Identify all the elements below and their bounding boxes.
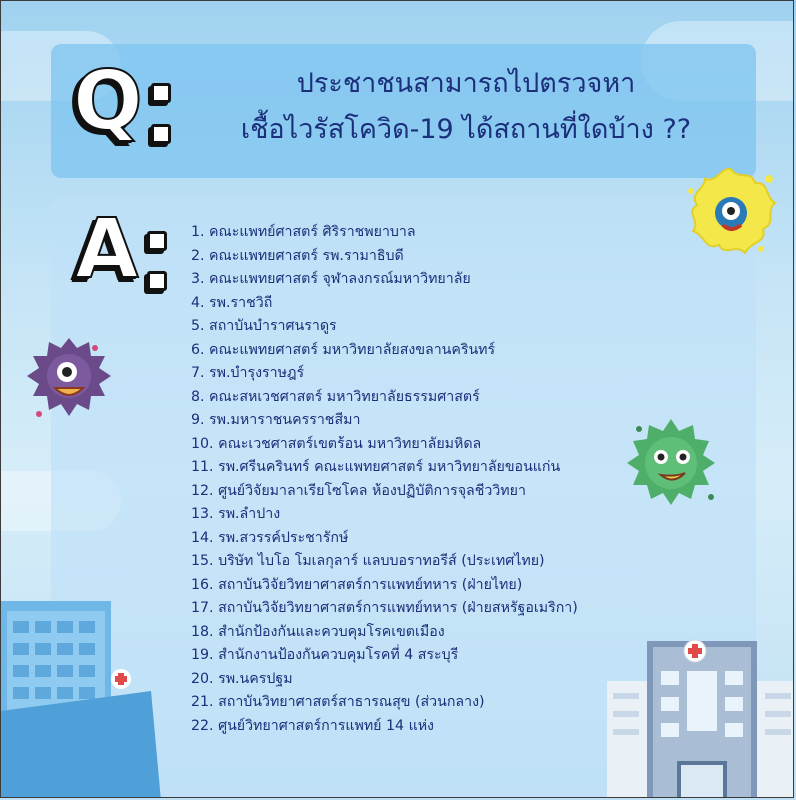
list-item: 2. คณะแพทยศาสตร์ รพ.รามาธิบดี: [191, 247, 404, 264]
list-item: 5. สถาบันบำราศนราดูร: [191, 318, 337, 334]
purple-virus-icon: [19, 326, 119, 426]
list-item: 20. รพ.นครปฐม: [191, 670, 293, 687]
question-line-1: ประชาชนสามารถไปตรวจหา: [296, 68, 636, 99]
list-item: 14. รพ.สวรรค์ประชารักษ์: [191, 529, 349, 546]
colon-dot: [147, 271, 167, 291]
colon-dot: [147, 231, 167, 251]
question-text: [191, 61, 741, 153]
list-item: 21. สถาบันวิทยาศาสตร์สาธารณสุข (ส่วนกลาง): [191, 694, 485, 710]
question-letter: Q: [73, 54, 143, 149]
list-item: 7. รพ.บำรุงราษฎร์: [191, 365, 305, 381]
list-item: 22. ศูนย์วิทยาศาสตร์การแพทย์ 14 แห่ง: [191, 717, 434, 734]
hospital-building-icon: [607, 631, 794, 798]
list-item: 10. คณะเวชศาสตร์เขตร้อน มหาวิทยาลัยมหิดล: [191, 435, 482, 452]
green-virus-icon: [621, 411, 721, 511]
colon-dot: [151, 124, 171, 144]
list-item: 18. สำนักป้องกันและควบคุมโรคเขตเมือง: [191, 623, 445, 640]
list-item: 9. รพ.มหาราชนครราชสีมา: [191, 412, 361, 428]
hospital-building-icon: [1, 581, 161, 798]
list-item: 3. คณะแพทยศาสตร์ จุฬาลงกรณ์มหาวิทยาลัย: [191, 271, 471, 287]
list-item: 19. สำนักงานป้องกันควบคุมโรคที่ 4 สระบุรี: [191, 647, 459, 663]
list-item: 17. สถาบันวิจัยวิทยาศาสตร์การแพทย์ทหาร (ฝ่ายสหรัฐอเมริกา): [191, 600, 578, 616]
colon-dot: [151, 83, 171, 103]
list-item: 4. รพ.ราชวิถี: [191, 294, 273, 311]
list-item: 16. สถาบันวิจัยวิทยาศาสตร์การแพทย์ทหาร (ฝ่ายไทย): [191, 576, 523, 593]
list-item: 1. คณะแพทย์ศาสตร์ ศิริราชพยาบาล: [191, 224, 416, 240]
list-item: 12. ศูนย์วิจัยมาลาเรียโซโคล ห้องปฏิบัติการจุลชีววิทยา: [191, 482, 526, 499]
list-item: 8. คณะสหเวชศาสตร์ มหาวิทยาลัยธรรมศาสตร์: [191, 388, 480, 405]
list-item: 6. คณะแพทยศาสตร์ มหาวิทยาลัยสงขลานครินทร์: [191, 341, 496, 358]
list-item: 11. รพ.ศรีนครินทร์ คณะแพทยศาสตร์ มหาวิทยาลัยขอนแก่น: [191, 459, 561, 475]
list-item: 15. บริษัท ไบโอ โมเลกุลาร์ แลบบอราทอรีส์ (ประเทศไทย): [191, 553, 545, 569]
answer-letter: A: [75, 202, 139, 297]
list-item: 13. รพ.ลำปาง: [191, 506, 281, 522]
yellow-virus-icon: [681, 161, 781, 261]
question-line-2: เชื้อไวรัสโควิด-19 ได้สถานที่ใดบ้าง ??: [240, 114, 692, 145]
